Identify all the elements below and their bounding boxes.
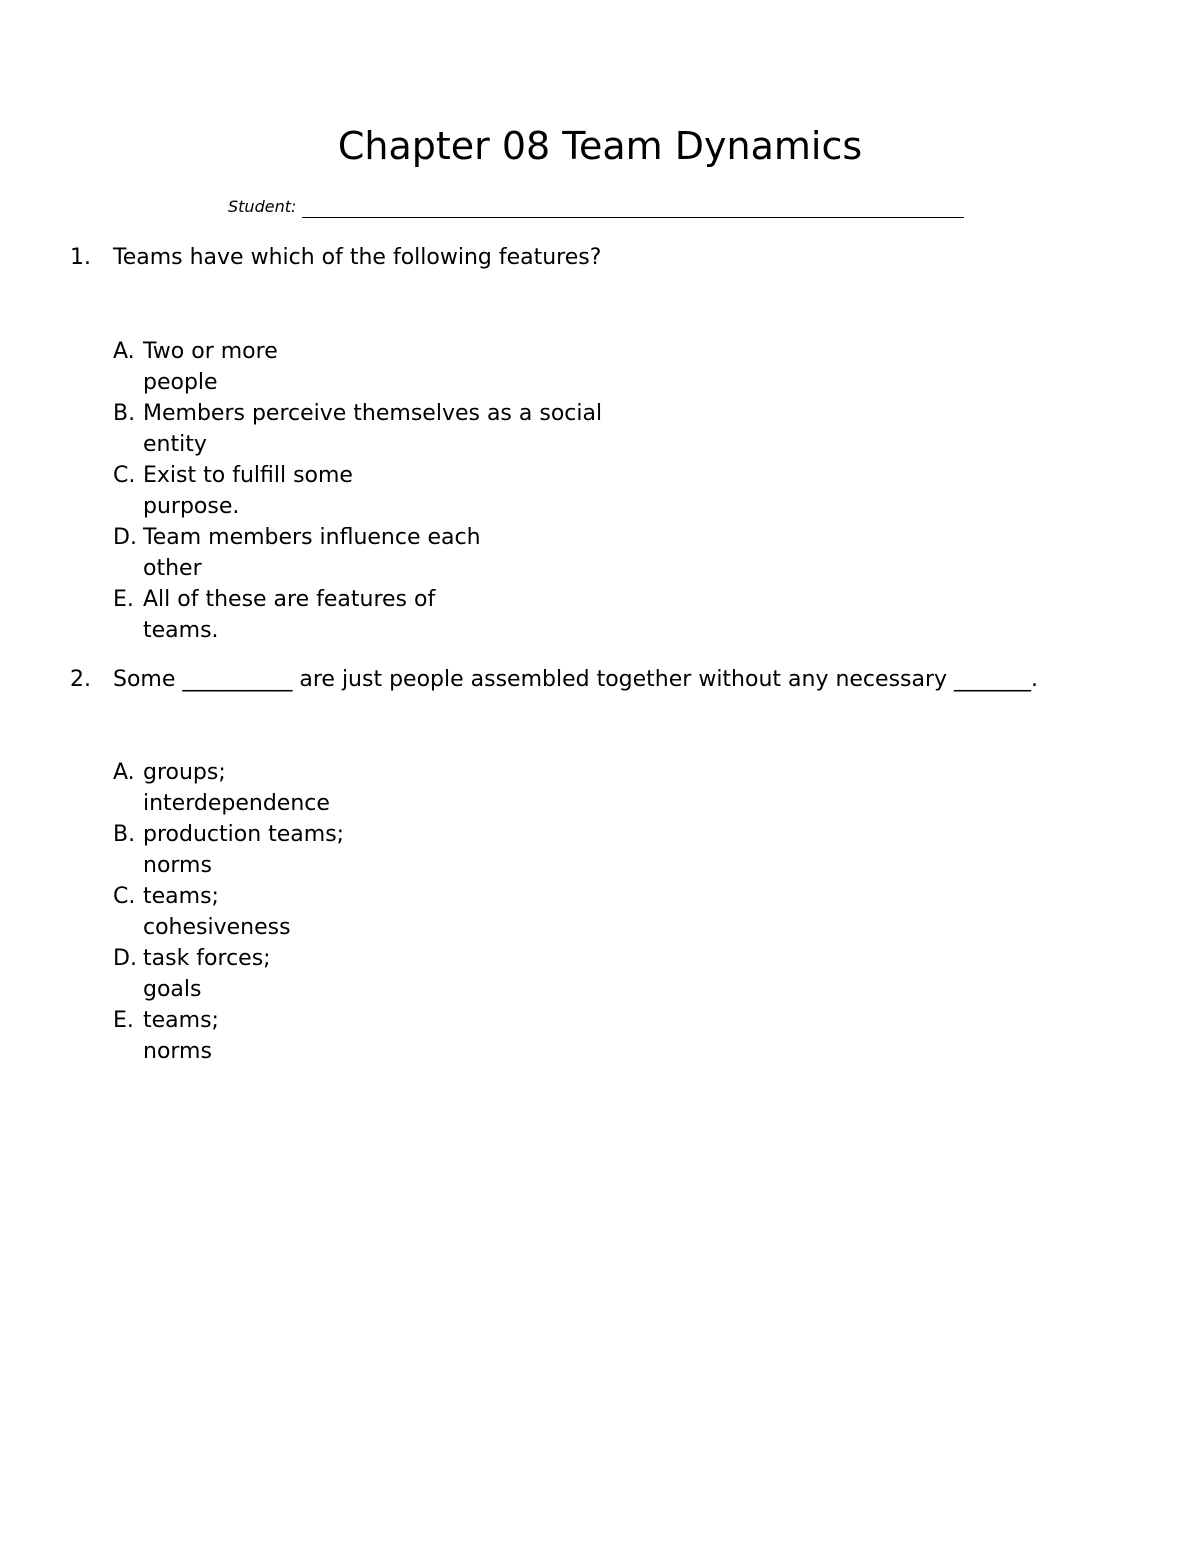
page-title: Chapter 08 Team Dynamics <box>337 124 863 168</box>
student-name-blank <box>302 199 964 218</box>
answer-options <box>113 336 602 646</box>
question-stem <box>70 665 1038 695</box>
question-text: Some __________ are just people assembled together without any necessary _______. <box>113 667 1039 692</box>
answer-option-e <box>113 584 602 646</box>
answer-option-d <box>113 943 344 1005</box>
option-text: teams; cohesiveness <box>143 884 291 940</box>
student-label: Student: <box>228 197 297 216</box>
question-number: 1. <box>70 245 91 270</box>
option-letter: D. <box>113 525 137 550</box>
option-letter: C. <box>113 463 136 488</box>
question-number: 2. <box>70 667 91 692</box>
answer-option-d <box>113 522 602 584</box>
answer-option-b <box>113 819 344 881</box>
option-text: groups; interdependence <box>143 760 330 816</box>
answer-option-b <box>113 398 602 460</box>
answer-option-c <box>113 881 344 943</box>
option-text: Members perceive themselves as a social entity <box>143 401 603 457</box>
option-text: task forces; goals <box>143 946 271 1002</box>
option-letter: B. <box>113 401 136 426</box>
answer-option-e <box>113 1005 344 1067</box>
option-letter: E. <box>113 1008 134 1033</box>
option-letter: B. <box>113 822 136 847</box>
option-letter: D. <box>113 946 137 971</box>
question-stem <box>70 243 601 273</box>
question-text: Teams have which of the following features? <box>113 245 602 270</box>
option-letter: C. <box>113 884 136 909</box>
option-text: All of these are features of teams. <box>143 587 436 643</box>
answer-option-a <box>113 336 602 398</box>
answer-options <box>113 757 344 1067</box>
option-letter: A. <box>113 339 135 364</box>
answer-option-a <box>113 757 344 819</box>
student-field <box>228 196 964 218</box>
option-text: Two or more people <box>143 339 278 395</box>
answer-option-c <box>113 460 602 522</box>
option-text: production teams; norms <box>143 822 345 878</box>
option-text: teams; norms <box>143 1008 219 1064</box>
option-letter: E. <box>113 587 134 612</box>
option-text: Team members influence each other <box>143 525 481 581</box>
option-text: Exist to fulfill some purpose. <box>143 463 353 519</box>
option-letter: A. <box>113 760 135 785</box>
